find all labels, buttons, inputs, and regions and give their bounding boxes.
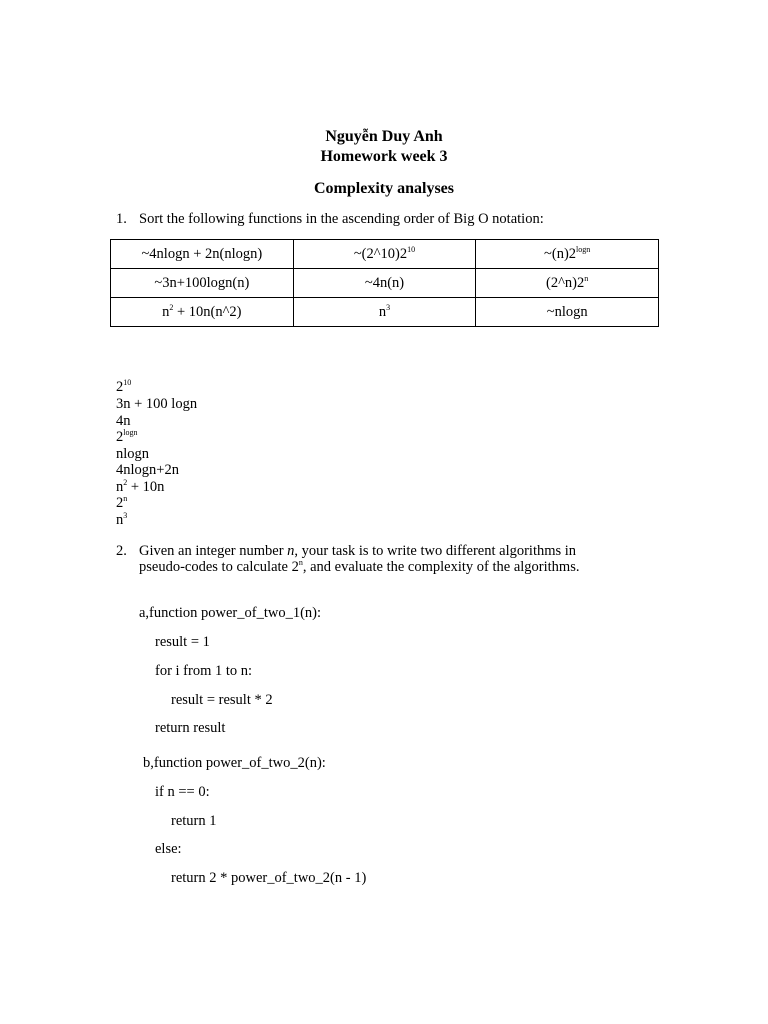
algo-b-line: if n == 0:	[155, 784, 210, 800]
table-cell	[111, 240, 294, 269]
table-row	[111, 240, 659, 269]
table-cell	[476, 298, 659, 327]
functions-table	[110, 239, 659, 327]
table-cell	[293, 269, 476, 298]
answer-item	[116, 462, 179, 478]
cell-text-rest: + 10n(n^2)	[173, 303, 242, 320]
section-title: Complexity analyses	[314, 180, 454, 197]
algo-b-line: b,function power_of_two_2(n):	[143, 755, 326, 771]
answer-text: nlogn	[116, 446, 150, 462]
answer-text: 2	[116, 429, 124, 445]
cell-text: ~(n)2	[544, 245, 577, 262]
cell-text: ~3n+100logn(n)	[154, 274, 250, 291]
answer-text: 2	[116, 495, 124, 511]
q1-number: 1.	[116, 211, 127, 227]
algo-a-line: result = result * 2	[171, 692, 273, 708]
answer-item	[116, 512, 127, 528]
table-cell	[476, 240, 659, 269]
answer-item	[116, 495, 127, 511]
table-cell	[111, 298, 294, 327]
cell-text: ~4n(n)	[364, 274, 405, 291]
cell-text: n	[378, 303, 387, 320]
algo-b-line: return 1	[171, 813, 217, 829]
q2-line-2	[139, 559, 579, 575]
answer-superscript: 10	[123, 378, 132, 388]
answer-text: n	[116, 479, 124, 495]
cell-superscript: n	[584, 273, 589, 283]
cell-text: n	[162, 303, 170, 320]
cell-text: (2^n)2	[546, 274, 585, 291]
algo-a-line: result = 1	[155, 634, 210, 650]
q2-line-1-pre: Given an integer number	[139, 543, 288, 559]
answer-text: 2	[116, 379, 124, 395]
answer-text: n	[116, 512, 124, 528]
q2-line-2-post: , and evaluate the complexity of the algorithms.	[302, 559, 580, 575]
author-name: Nguyễn Duy Anh	[325, 128, 443, 145]
answer-item	[116, 413, 131, 429]
cell-text: ~(2^10)2	[353, 245, 408, 262]
cell-superscript: logn	[576, 244, 591, 254]
q1-text: Sort the following functions in the ascending order of Big O notation:	[139, 211, 544, 227]
algo-a-line: return result	[155, 720, 226, 736]
table-row	[111, 269, 659, 298]
answer-item	[116, 446, 149, 462]
answer-item	[116, 429, 137, 445]
answer-superscript: n	[123, 494, 128, 504]
cell-superscript: 2	[169, 302, 174, 312]
table-row	[111, 298, 659, 327]
algo-a-line: a,function power_of_two_1(n):	[139, 605, 322, 621]
table-cell	[476, 269, 659, 298]
answer-text-rest: + 10n	[127, 479, 165, 495]
answer-item	[116, 379, 131, 395]
homework-title: Homework week 3	[320, 148, 448, 165]
answer-text: 4n	[116, 413, 131, 429]
cell-text: ~nlogn	[546, 303, 588, 320]
q2-var-n: n	[287, 543, 295, 559]
answer-item	[116, 479, 164, 495]
table-cell	[293, 240, 476, 269]
algo-a-line: for i from 1 to n:	[155, 663, 253, 679]
cell-superscript: 10	[407, 244, 416, 254]
cell-superscript: 3	[386, 302, 391, 312]
answer-text: 3n + 100 logn	[116, 396, 198, 412]
answer-item	[116, 396, 197, 412]
algo-b-line: else:	[155, 841, 182, 857]
answer-text: 4nlogn+2n	[116, 462, 179, 478]
cell-text: ~4nlogn + 2n(nlogn)	[141, 245, 263, 262]
q2-number: 2.	[116, 543, 127, 559]
answer-superscript: 3	[123, 511, 128, 521]
table-cell	[111, 269, 294, 298]
q2-line-2-sup: n	[298, 558, 303, 568]
q2-line-2-pre: pseudo-codes to calculate 2	[139, 559, 299, 575]
answer-superscript: logn	[123, 428, 138, 438]
algo-b-line: return 2 * power_of_two_2(n - 1)	[171, 870, 367, 886]
answer-superscript: 2	[123, 478, 128, 488]
table-cell	[293, 298, 476, 327]
q2-line-1	[139, 543, 576, 559]
q2-line-1-post: , your task is to write two different algorithms in	[294, 543, 577, 559]
